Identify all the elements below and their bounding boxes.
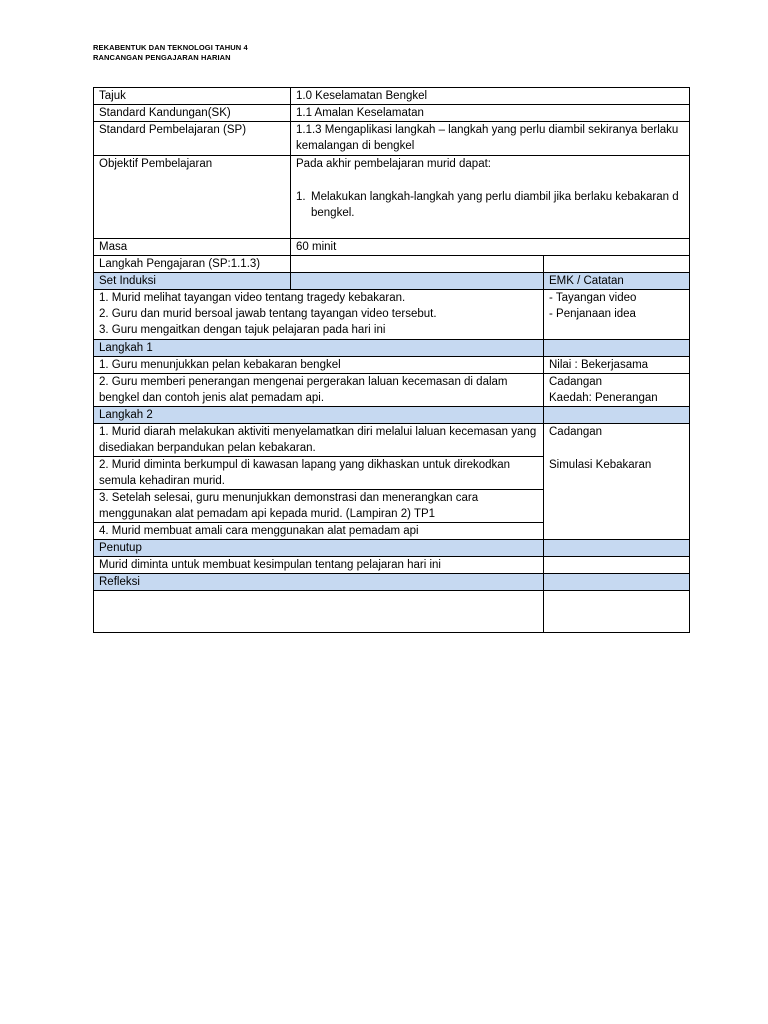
list-item: 1. Murid melihat tayangan video tentang tragedy kebakaran.: [99, 292, 406, 304]
doc-header-title: RANCANGAN PENGAJARAN HARIAN: [93, 53, 231, 62]
row-penutup-heading: [94, 540, 690, 557]
row-sk: [94, 105, 690, 122]
langkah-pengajaran-label: Langkah Pengajaran (SP:1.1.3): [94, 256, 291, 273]
row-langkah1-step1: [94, 357, 690, 374]
objektif-item-text: Melakukan langkah-langkah yang perlu diambil jika berlaku kebakaran d bengkel.: [311, 191, 679, 219]
penutup-text: Murid diminta untuk membuat kesimpulan tentang pelajaran hari ini: [94, 557, 544, 574]
tajuk-value: 1.0 Keselamatan Bengkel: [291, 88, 690, 105]
set-induksi-heading: Set Induksi: [94, 273, 291, 290]
langkah1-note2b: Kaedah: Penerangan: [549, 392, 658, 404]
row-refleksi: [94, 591, 690, 633]
row-langkah1-heading: [94, 340, 690, 357]
langkah1-step2: 2. Guru memberi penerangan mengenai pergerakan laluan kecemasan di dalam bengkel dan contoh jenis alat pemadam api.: [94, 374, 544, 407]
row-langkah1-step2: [94, 374, 690, 407]
refleksi-notes: [544, 591, 690, 633]
langkah1-note1: Nilai : Bekerjasama: [544, 357, 690, 374]
langkah2-step4: 4. Murid membuat amali cara menggunakan alat pemadam api: [94, 523, 544, 540]
sp-label: Standard Pembelajaran (SP): [94, 122, 291, 156]
list-item: - Penjanaan idea: [549, 308, 636, 320]
set-induksi-notes: [544, 290, 690, 340]
row-tajuk: [94, 88, 690, 105]
row-set-induksi-heading: [94, 273, 690, 290]
emk-heading: EMK / Catatan: [544, 273, 690, 290]
masa-label: Masa: [94, 239, 291, 256]
list-item: 2. Guru dan murid bersoal jawab tentang tayangan video tersebut.: [99, 308, 437, 320]
doc-header-subject: REKABENTUK DAN TEKNOLOGI TAHUN 4: [93, 43, 248, 52]
langkah2-step3: 3. Setelah selesai, guru menunjukkan demonstrasi dan menerangkan cara menggunakan alat pemadam api kepada murid. (Lampiran 2) TP1: [94, 490, 544, 523]
masa-value: 60 minit: [291, 239, 690, 256]
refleksi-content: [94, 591, 544, 633]
row-set-induksi: [94, 290, 690, 340]
objektif-label: Objektif Pembelajaran: [94, 156, 291, 239]
row-masa: [94, 239, 690, 256]
objektif-item: [296, 189, 684, 221]
row-langkah2-heading: [94, 407, 690, 424]
set-induksi-steps: [94, 290, 544, 340]
row-refleksi-heading: [94, 574, 690, 591]
langkah1-note2a: Cadangan: [549, 376, 603, 388]
langkah2-step1: 1. Murid diarah melakukan aktiviti menyelamatkan diri melalui laluan kecemasan yang disediakan berpandukan pelan kebakaran.: [94, 424, 544, 457]
row-langkah-pengajaran: [94, 256, 690, 273]
row-sp: [94, 122, 690, 156]
sk-label: Standard Kandungan(SK): [94, 105, 291, 122]
list-item: 3. Guru mengaitkan dengan tajuk pelajaran pada hari ini: [99, 324, 386, 336]
lesson-plan-table: [93, 87, 690, 633]
langkah1-step1: 1. Guru menunjukkan pelan kebakaran bengkel: [94, 357, 544, 374]
langkah2-note-b: Simulasi Kebakaran: [549, 459, 652, 471]
langkah2-note-a: Cadangan: [549, 426, 603, 438]
penutup-heading: Penutup: [94, 540, 544, 557]
sp-value: 1.1.3 Mengaplikasi langkah – langkah yang perlu diambil sekiranya berlaku kemalangan di bengkel: [291, 122, 690, 156]
tajuk-label: Tajuk: [94, 88, 291, 105]
row-langkah2-step1: [94, 424, 690, 457]
langkah2-heading: Langkah 2: [94, 407, 544, 424]
row-objektif: [94, 156, 690, 239]
row-penutup: [94, 557, 690, 574]
refleksi-heading: Refleksi: [94, 574, 544, 591]
langkah2-step2: 2. Murid diminta berkumpul di kawasan lapang yang dikhaskan untuk direkodkan semula kehadiran murid.: [94, 457, 544, 490]
langkah2-notes: [544, 424, 690, 540]
langkah1-heading: Langkah 1: [94, 340, 544, 357]
langkah1-note2: [544, 374, 690, 407]
objektif-intro: Pada akhir pembelajaran murid dapat:: [296, 158, 491, 170]
list-item: - Tayangan video: [549, 292, 637, 304]
objektif-value: [291, 156, 690, 239]
objektif-item-number: 1.: [296, 191, 306, 203]
sk-value: 1.1 Amalan Keselamatan: [291, 105, 690, 122]
